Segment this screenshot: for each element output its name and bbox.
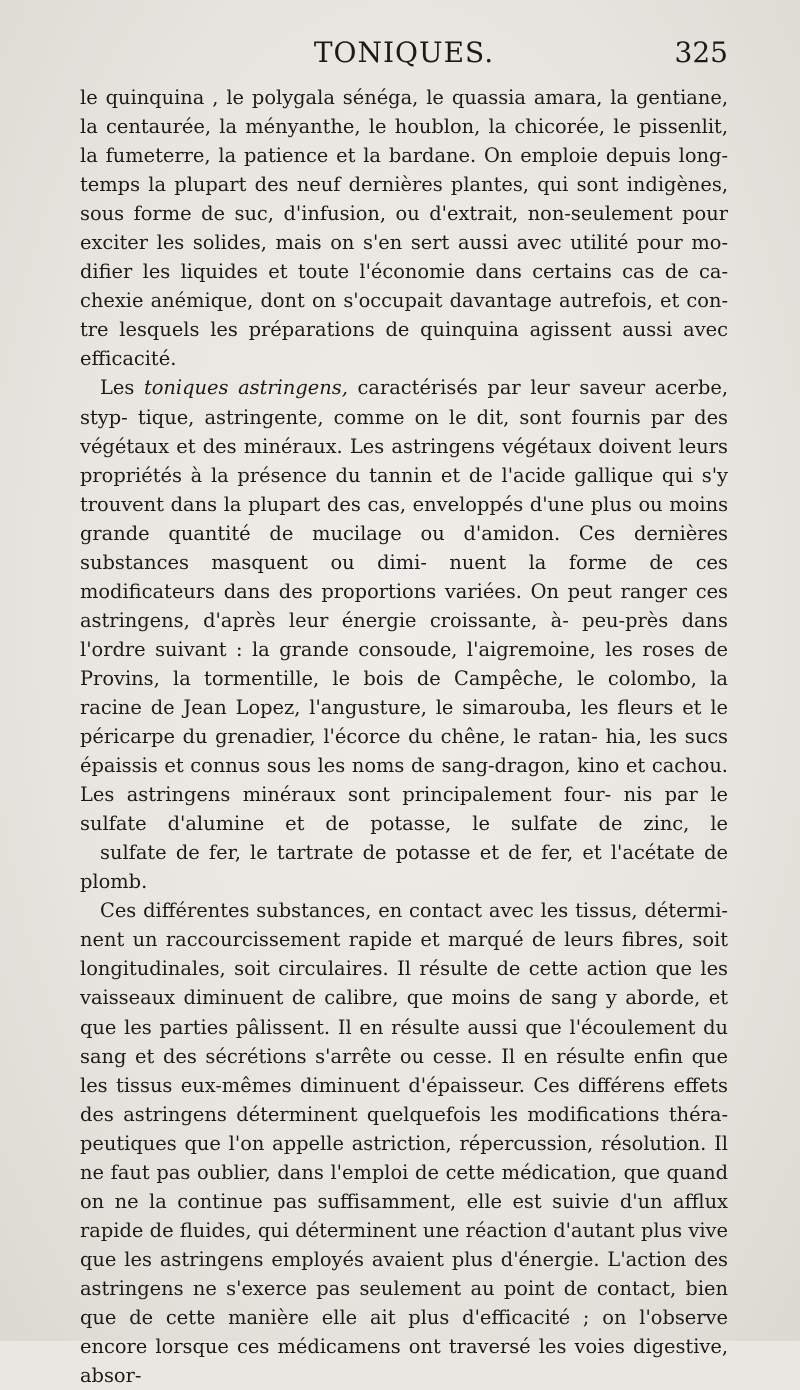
text-line: les tissus eux-mêmes diminuent d'épaisseur. Ces différens effets: [80, 1073, 728, 1097]
paragraph-1: [80, 83, 728, 373]
text-line-start: Les: [100, 376, 144, 400]
text-line-last: efficacité.: [80, 347, 177, 371]
running-title: TONIQUES.: [313, 36, 495, 69]
paragraph-2: [80, 373, 728, 896]
text-line: des astringens déterminent quelquefois les modifications théra-: [80, 1102, 728, 1126]
text-line: sang et des sécrétions s'arrête ou cesse. Il en résulte enfin que: [80, 1044, 728, 1068]
text-line: tique, astringente, comme on le dit, sont fournis par des végétaux et: [80, 405, 728, 458]
text-line: de cette manière elle ait plus d'efficacité ; on l'observe encore: [80, 1305, 728, 1359]
text-line: peutiques que l'on appelle astriction, répercussion, résolution. Il: [80, 1131, 728, 1155]
text-line: astringens ne s'exerce pas seulement au point de contact, bien que: [80, 1276, 728, 1329]
text-line: la centaurée, la ményanthe, le houblon, la chicorée, le pissenlit,: [80, 115, 728, 139]
text-line: temps la plupart des neuf dernières plantes, qui sont indigènes,: [80, 173, 728, 197]
text-line: Ces différentes substances, en contact avec les tissus, détermi-: [100, 899, 728, 923]
text-line: chexie anémique, dont on s'occupait davantage autrefois, et con-: [80, 289, 728, 313]
text-line: nuent la forme de ces modificateurs dans des proportions variées.: [80, 550, 728, 603]
text-line: exciter les solides, mais on s'en sert aussi avec utilité pour mo-: [80, 231, 728, 255]
text-line: On peut ranger ces astringens, d'après leur énergie croissante, à-: [80, 579, 728, 632]
text-line-rest: caractérisés par leur saveur acerbe, styp-: [80, 376, 729, 429]
text-line: nis par le sulfate d'alumine et de potasse, le sulfate de zinc, le: [80, 783, 728, 836]
text-line: kino et cachou. Les astringens minéraux sont principalement four-: [80, 754, 728, 807]
text-line: lorsque ces médicamens ont traversé les voies digestive, absor-: [80, 1335, 729, 1388]
text-line: vaisseaux diminuent de calibre, que moins de sang y aborde, et: [80, 986, 728, 1010]
text-line: sous forme de suc, d'infusion, ou d'extrait, non-seulement pour: [80, 202, 728, 226]
text-line: la présence du tannin et de l'acide gallique qui s'y trouvent dans la: [80, 463, 728, 516]
text-line: peu-près dans l'ordre suivant : la grande consoude, l'aigremoine,: [80, 608, 728, 661]
text-line: on ne la continue pas suffisamment, elle est suivie d'un afflux: [80, 1189, 728, 1213]
text-line-last: sulfate de fer, le tartrate de potasse et de fer, et l'acétate de plomb.: [80, 841, 728, 894]
text-line: que les astringens employés avaient plus d'énergie. L'action des: [80, 1247, 728, 1271]
text-line: le quinquina , le polygala sénéga, le quassia amara, la gentiane,: [80, 86, 728, 109]
body-text: [80, 83, 728, 1390]
emphasis-term: toniques astringens,: [143, 376, 348, 400]
text-line: que les parties pâlissent. Il en résulte aussi que l'écoulement du: [80, 1015, 728, 1039]
text-line: rapide de fluides, qui déterminent une réaction d'autant plus vive: [80, 1218, 728, 1242]
text-line: les fleurs et le péricarpe du grenadier, l'écorce du chêne, le ratan-: [80, 695, 728, 749]
text-line: des minéraux. Les astringens végétaux doivent leurs propriétés à: [80, 434, 728, 487]
running-head: [80, 36, 728, 72]
text-line: hia, les sucs épaissis et connus sous les noms de sang-dragon,: [80, 725, 729, 778]
text-line: la fumeterre, la patience et la bardane. On emploie depuis long-: [80, 144, 728, 168]
text-line: mucilage ou d'amidon. Ces dernières substances masquent ou dimi-: [80, 521, 729, 574]
text-line: plupart des cas, enveloppés d'une plus ou moins grande quantité de: [80, 492, 729, 545]
text-line: nent un raccourcissement rapide et marqué de leurs fibres, soit: [80, 928, 728, 952]
paragraph-3: [80, 896, 728, 1390]
text-line: colombo, la racine de Jean Lopez, l'angusture, le simarouba,: [80, 666, 728, 719]
page-number: 325: [674, 36, 728, 69]
text-line: tre lesquels les préparations de quinquina agissent aussi avec: [80, 318, 728, 342]
text-line: ne faut pas oublier, dans l'emploi de cette médication, que quand: [80, 1160, 728, 1184]
text-line: longitudinales, soit circulaires. Il résulte de cette action que les: [80, 957, 728, 981]
text-line: les roses de Provins, la tormentille, le bois de Campêche, le: [80, 637, 729, 690]
text-line: difier les liquides et toute l'économie dans certains cas de ca-: [80, 260, 728, 284]
